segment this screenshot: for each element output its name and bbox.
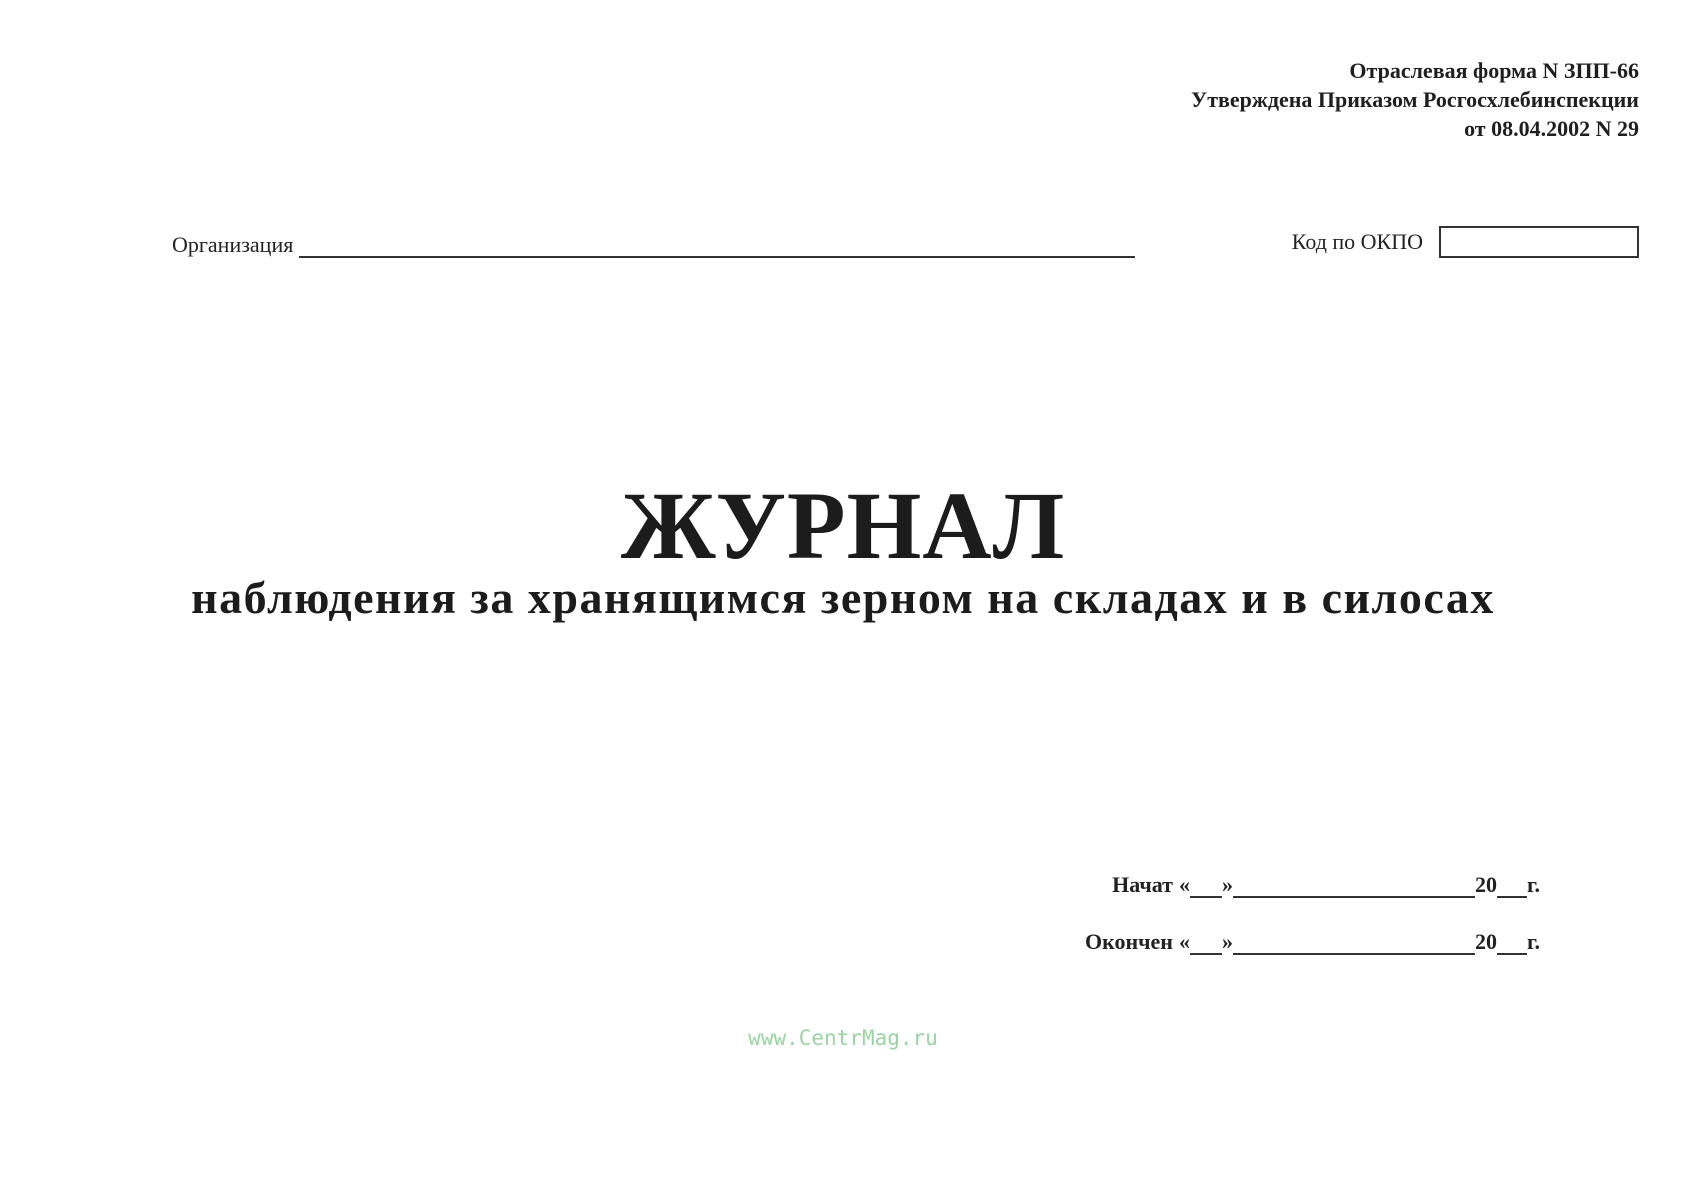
organization-field[interactable] xyxy=(299,232,1135,258)
open-quote: « xyxy=(1178,872,1190,897)
open-quote: « xyxy=(1178,929,1190,954)
started-day-field[interactable] xyxy=(1190,874,1222,898)
approval-date: от 08.04.2002 N 29 xyxy=(1464,116,1639,141)
approval-line: Утверждена Приказом Росгосхлебинспекции xyxy=(1191,87,1639,112)
century-prefix: 20 xyxy=(1474,872,1497,897)
ended-year-field[interactable] xyxy=(1497,931,1527,955)
ended-day-field[interactable] xyxy=(1190,931,1222,955)
ended-month-field[interactable] xyxy=(1233,931,1475,955)
document-subtitle: наблюдения за хранящимся зерном на складах и в силосах xyxy=(191,572,1495,623)
started-date-row xyxy=(1073,872,1540,898)
organization-label: Организация xyxy=(172,232,294,257)
okpo-row xyxy=(1292,226,1639,258)
document-title: ЖУРНАЛ xyxy=(620,472,1066,579)
close-quote: » xyxy=(1221,929,1233,954)
started-month-field[interactable] xyxy=(1233,874,1475,898)
form-number: Отраслевая форма N ЗПП-66 xyxy=(1349,58,1639,83)
century-prefix: 20 xyxy=(1474,929,1497,954)
year-suffix: г. xyxy=(1526,872,1540,897)
started-label: Начат xyxy=(1112,872,1173,897)
okpo-label: Код по ОКПО xyxy=(1291,229,1423,254)
ended-date-row xyxy=(1073,929,1540,955)
started-year-field[interactable] xyxy=(1497,874,1527,898)
form-header xyxy=(1191,56,1639,143)
year-suffix: г. xyxy=(1526,929,1540,954)
organization-row xyxy=(172,232,1135,258)
watermark: www.CentrMag.ru xyxy=(748,1026,938,1050)
ended-label: Окончен xyxy=(1084,929,1173,954)
close-quote: » xyxy=(1221,872,1233,897)
okpo-field[interactable] xyxy=(1439,226,1639,258)
